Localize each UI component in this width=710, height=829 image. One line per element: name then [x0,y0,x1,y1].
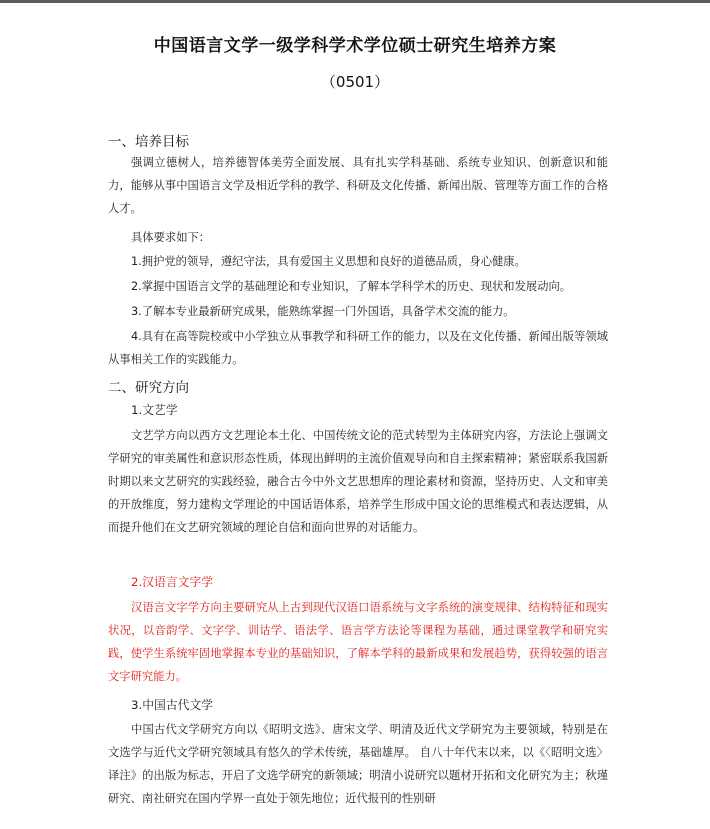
requirement-item-2: 2.掌握中国语言文学的基础理论和专业知识，了解本学科学术的历史、现状和发展动向。 [131,280,572,293]
direction-title-ancient-literature: 3.中国古代文学 [131,698,214,712]
document-page [0,3,710,829]
direction-title-literary-theory: 1.文艺学 [131,403,178,417]
requirement-item-4: 4.具有在高等院校或中小学独立从事教学和科研工作的能力，以及在文化传播、新闻出版等领域从事相关工作的实践能力。 [108,330,608,366]
requirement-item-1: 1.拥护党的领导，遵纪守法，具有爱国主义思想和良好的道德品质，身心健康。 [131,255,526,268]
section-heading-directions: 二、研究方向 [108,380,189,396]
goals-intro-paragraph: 强调立德树人，培养德智体美劳全面发展、具有扎实学科基础、系统专业知识、创新意识和能力，能够从事中国语言文学及相近学科的教学、科研及文化传播、新闻出版、管理等方面工作的合格人才。 [108,156,608,215]
document-title: 中国语言文学一级学科学术学位硕士研究生培养方案 [153,36,557,56]
requirement-item-3: 3.了解本专业最新研究成果，能熟练掌握一门外国语，具备学术交流的能力。 [131,305,515,318]
direction-text-linguistics: 汉语言文字学方向主要研究从上古到现代汉语口语系统与文字系统的演变规律、结构特征和现实状况，以音韵学、文字学、训诂学、语法学、语言学方法论等课程为基础，通过课堂教学和研究实践，使学生系统牢固地掌握本专业的基础知识，了解本学科的最新成果和发展趋势，获得较强的语言文字研究能力。 [108,601,608,683]
direction-text-literary-theory: 文艺学方向以西方文艺理论本土化、中国传统文论的范式转型为主体研究内容，方法论上强调文学研究的审美属性和意识形态性质，体现出鲜明的主流价值观导向和自主探索精神；紧密联系我国新时期以来文艺研究的实践经验，融合古今中外文艺思想库的理论素材和资源，坚持历史、人文和审美的开放维度，努力建构文学理论的中国话语体系，培养学生形成中国文论的思维模式和表达逻辑，从而提升他们在文艺研究领域的理论自信和面向世界的对话能力。 [108,429,608,534]
discipline-code: （0501） [320,73,390,91]
direction-text-ancient-literature: 中国古代文学研究方向以《昭明文选》、唐宋文学、明清及近代文学研究为主要领域，特别是在文选学与近代文学研究领域具有悠久的学术传统，基础雄厚。 自八十年代末以来，以《〈昭明文选〉译注》的出版为标志，开启了文选学研究的新领域；明清小说研究以题材开拓和文化研究为主；秋瑾研究、南社研究在国内学界一直处于领先地位；近代报刊的性别研 [108,723,608,805]
section-heading-goals: 一、培养目标 [108,134,189,150]
direction-title-linguistics: 2.汉语言文字学 [131,575,214,589]
requirements-label: 具体要求如下： [131,231,211,244]
